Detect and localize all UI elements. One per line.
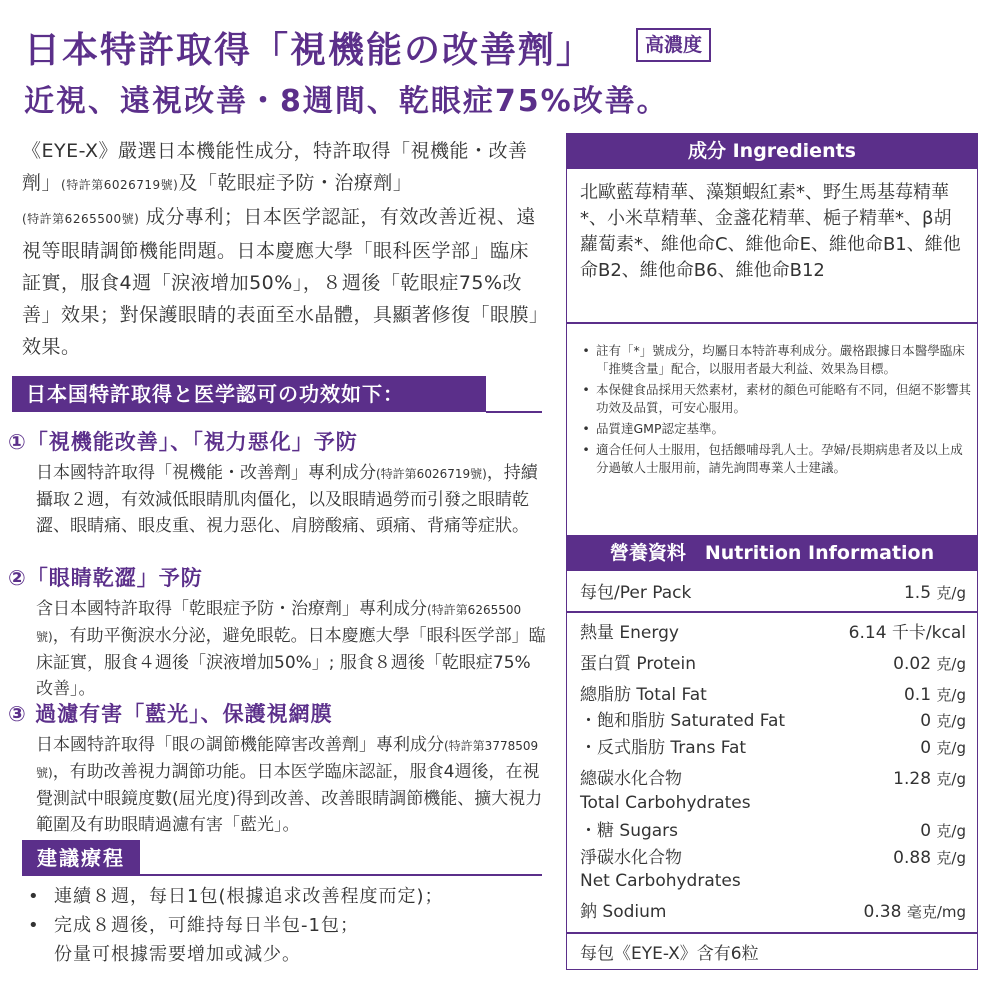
list-item: • 完成８週後，可維持每日半包-1包； [28, 911, 548, 940]
effect-3-patent: (特許第3778509號) [36, 739, 539, 780]
intro-text-3: 成分專利；日本医学認証，有效改善近視、遠視等眼睛調節機能問題。日本慶應大學「眼科医学部」臨床証實，服食4週「淚液增加50%」，８週後「乾眼症75%改善」效果；對保護眼睛的表面至水晶體，具顯著修復「眼膜」效果。 [22, 206, 540, 358]
nutrient-value: 0 克/g [920, 738, 966, 758]
intro-text-2: 及「乾眼症予防・治療劑」 [178, 172, 413, 194]
table-row [580, 651, 966, 677]
table-row [580, 899, 966, 925]
nutrient-value: 0 克/g [920, 821, 966, 841]
advice-list [28, 882, 548, 969]
headline-title: 日本特許取得「視機能の改善劑」 [24, 30, 595, 71]
effect-3-title: ③ 過濾有害「藍光」、保護視網膜 [8, 702, 333, 726]
table-row [580, 620, 966, 646]
effect-1-text-b: ，持續攝取２週，有效減低眼睛肌肉僵化，以及眼睛過勞而引發之眼睛乾澀、眼睛痛、眼皮重、視力惡化、肩膀酸痛、頭痛、背痛等症狀。 [36, 463, 538, 536]
table-row [580, 790, 966, 816]
effect-3-text-a: 日本國特許取得「眼の調節機能障害改善劑」專利成分 [36, 735, 444, 755]
nutrient-label: Total Carbohydrates [580, 793, 751, 813]
section-divider [486, 411, 542, 413]
ingredients-text: 北歐藍莓精華、藻類蝦紅素*、野生馬基莓精華*、小米草精華、金盞花精華、梔子精華*、β胡蘿蔔素*、維他命C、維他命E、維他命B1、維他命B2、維他命B6、維他命B12 [580, 182, 961, 281]
list-item: • 本保健食品採用天然素材，素材的顏色可能略有不同，但絕不影響其功效及品質，可安心服用。 [582, 382, 972, 415]
intro-patent-1: (特許第6026719號) [61, 178, 179, 192]
intro-paragraph [22, 135, 544, 363]
intro-text-1: 《EYE-X》嚴選日本機能性成分，特許取得「視機能・改善劑」 [22, 140, 528, 194]
effect-2-patent: (特許第6265500號) [36, 603, 522, 644]
nutrient-value: 1.28 克/g [893, 769, 966, 789]
table-row [580, 868, 966, 894]
per-pack-row [580, 580, 966, 606]
effect-2-body [36, 596, 546, 702]
table-row [580, 818, 966, 844]
nutrient-label: ・糖 Sugars [580, 821, 679, 841]
per-pack-value [904, 580, 966, 606]
list-item: • 註有「*」號成分，均屬日本特許專利成分。嚴格跟據日本醫學臨床「推獎含量」配合，以服用者最大利益、效果為目標。 [576, 342, 972, 378]
list-item: • 品質達GMP認定基準。 [582, 421, 725, 436]
effect-2-title: ②「眼睛乾澀」予防 [8, 566, 203, 590]
note-1: 註有「*」號成分，均屬日本特許專利成分。嚴格跟據日本醫學臨床「推獎含量」配合，以服用者最大利益、效果為目標。 [596, 343, 965, 376]
per-pack-label: 每包/Per Pack [580, 583, 692, 603]
nutrient-label: 蛋白質 Protein [580, 654, 696, 674]
advice-item-2: 完成８週後，可維持每日半包-1包； [54, 915, 359, 936]
nutrient-label: ・飽和脂肪 Saturated Fat [580, 711, 786, 731]
effect-1-body [36, 460, 546, 539]
nutrient-value: 6.14 千卡/kcal [848, 623, 966, 643]
note-3: 品質達GMP認定基準。 [596, 421, 725, 436]
effects-section-title: 日本国特許取得と医学認可の功效如下： [12, 376, 486, 412]
table-row [580, 682, 966, 708]
footer-divider [566, 932, 978, 934]
concentration-badge: 高濃度 [636, 28, 711, 62]
intro-patent-2: (特許第6265500號) [22, 212, 140, 226]
effect-2-text-a: 含日本國特許取得「乾眼症予防・治療劑」專利成分 [36, 599, 427, 619]
nutrient-value: 0.88 克/g [893, 848, 966, 868]
nutrient-value: 0.02 克/g [893, 654, 966, 674]
notes-list [576, 342, 972, 480]
advice-extra: 份量可根據需要增加或減少。 [54, 944, 301, 965]
advice-title: 建議療程 [22, 840, 140, 876]
effect-3-text-b: ，有助改善視力調節功能。日本医学臨床認証，服食4週後，在視覺測試中眼鏡度數(屈光度)得到改善、改善眼睛調節機能、擴大視力範圍及有助眼睛過濾有害「藍光」。 [36, 762, 543, 835]
nutrient-label: ・反式脂肪 Trans Fat [580, 738, 747, 758]
headline-subtitle: 近視、遠視改善・8週間、乾眼症75%改善。 [24, 84, 669, 119]
ingredients-divider [566, 322, 978, 324]
nutrient-value: 0.38 毫克/mg [863, 902, 966, 922]
nutrient-label: 熱量 Energy [580, 623, 679, 643]
nutrient-label: 總脂肪 Total Fat [580, 685, 707, 705]
list-item: • 連續８週，每日1包(根據追求改善程度而定)； [28, 882, 548, 911]
nutrient-value: 0.1 克/g [903, 685, 966, 705]
nutrient-label: 淨碳水化合物 [580, 848, 682, 868]
advice-item-1: 連續８週，每日1包(根據追求改善程度而定)； [54, 886, 444, 907]
table-row [580, 766, 966, 792]
nutrition-footer [580, 941, 966, 967]
nutrition-divider [566, 611, 978, 613]
table-row [580, 735, 966, 761]
effect-3-body [36, 732, 546, 838]
note-4: 適合任何人士服用，包括餵哺母乳人士。孕婦/長期病患者及以上成分過敏人士服用前，請先詢問專業人士建議。 [596, 442, 963, 475]
effect-1-title: ①「視機能改善」、「視力惡化」予防 [8, 430, 358, 454]
per-pack-number: 1.5 [903, 583, 932, 603]
effect-1-patent: (特許第6026719號) [376, 467, 487, 481]
note-2: 本保健食品採用天然素材，素材的顏色可能略有不同，但絕不影響其功效及品質，可安心服用。 [596, 382, 972, 415]
advice-divider [22, 874, 542, 876]
effect-1-text-a: 日本國特許取得「視機能・改善劑」專利成分 [36, 463, 376, 483]
nutrient-label: 鈉 Sodium [580, 902, 667, 922]
per-pack-unit: 克/g [936, 584, 966, 602]
nutrient-label: 總碳水化合物 [580, 769, 682, 789]
ingredients-title: 成分 Ingredients [566, 133, 978, 169]
nutrient-value: 0 克/g [920, 711, 966, 731]
pack-content-note: 每包《EYE-X》含有6粒 [580, 944, 759, 964]
table-row [580, 708, 966, 734]
list-item [28, 940, 548, 969]
list-item: • 適合任何人士服用，包括餵哺母乳人士。孕婦/長期病患者及以上成分過敏人士服用前，請先詢問專業人士建議。 [576, 441, 972, 477]
effect-2-text-b: ，有助平衡淚水分泌，避免眼乾。日本慶應大學「眼科医学部」臨床証實，服食４週後「淚液增加50%」; 服食８週後「乾眼症75%改善」。 [36, 626, 546, 699]
nutrient-label: Net Carbohydrates [580, 871, 741, 891]
nutrition-title: 營養資料 Nutrition Information [566, 535, 978, 571]
